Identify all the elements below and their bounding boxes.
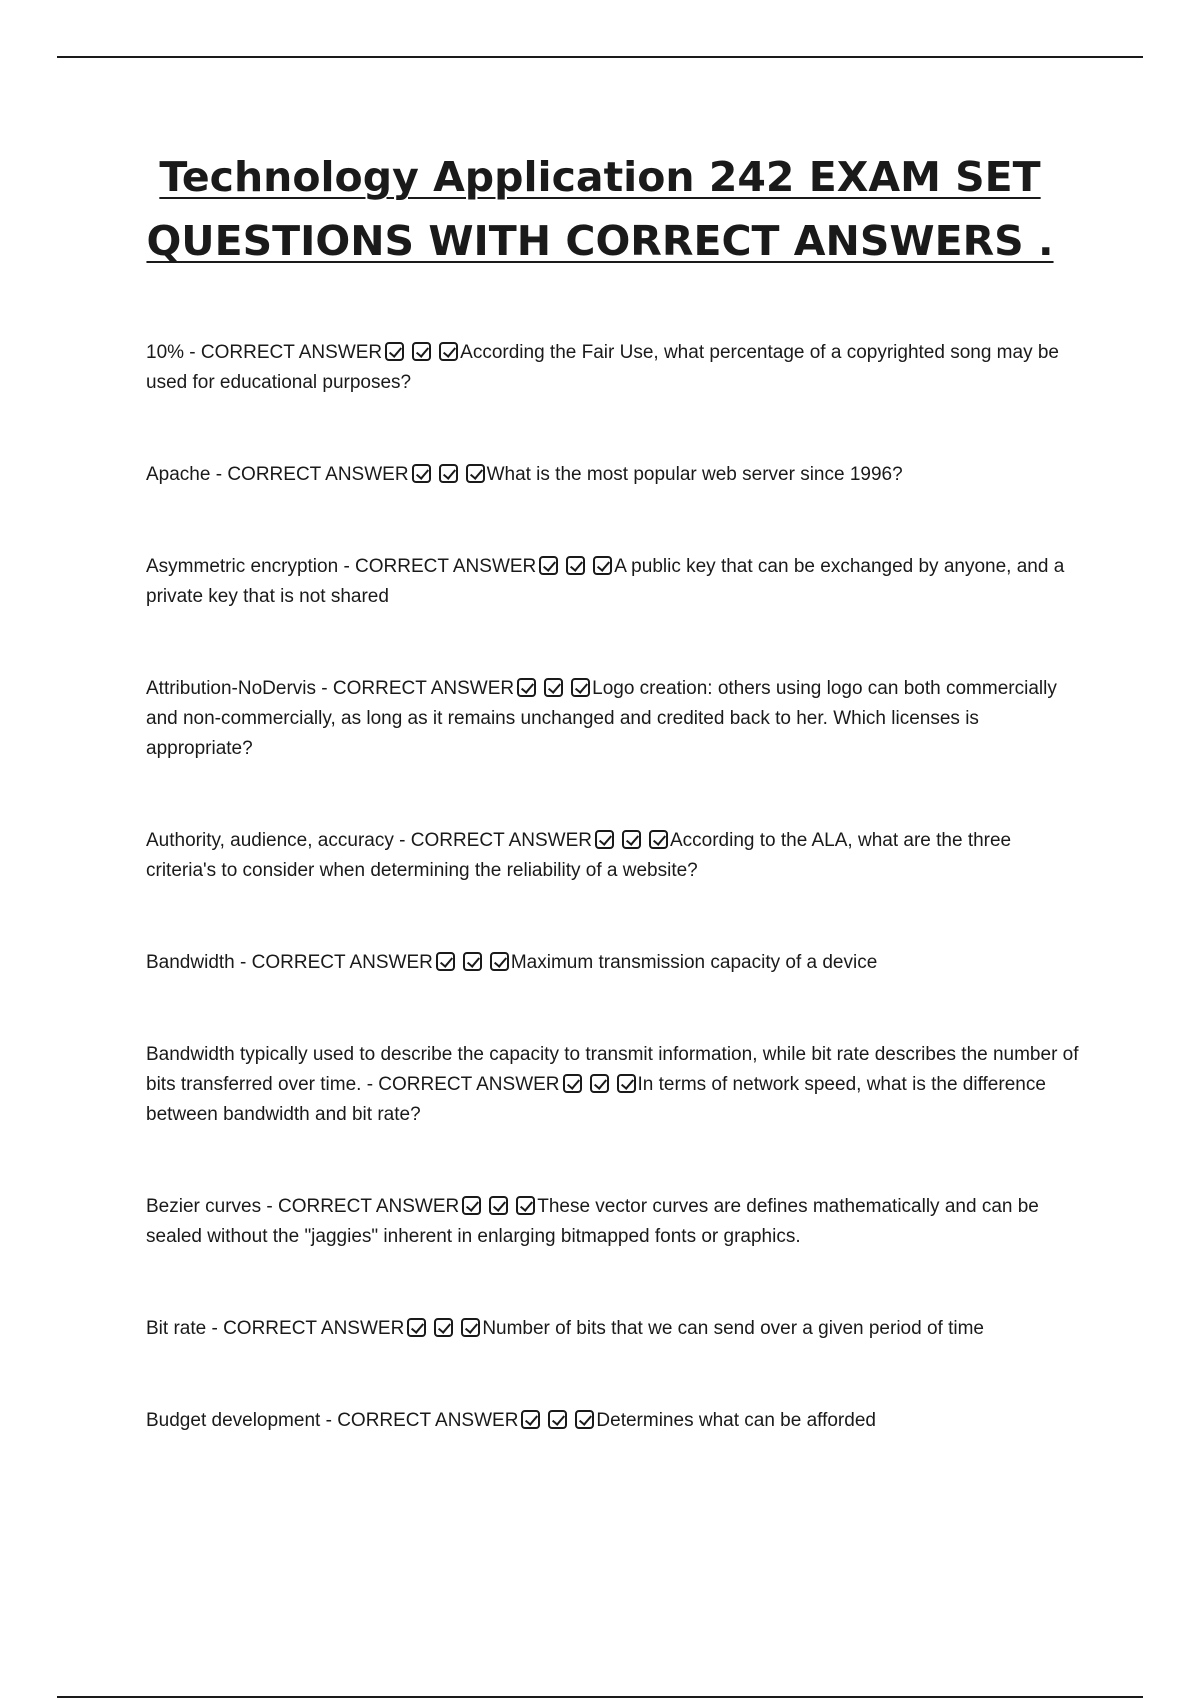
checkbox-checked-icon xyxy=(571,678,590,697)
checkbox-checked-icon xyxy=(439,342,458,361)
checkbox-checked-icon xyxy=(617,1074,636,1093)
qa-item xyxy=(146,1040,1081,1130)
qa-item xyxy=(146,552,1081,612)
checkbox-checked-icon xyxy=(595,830,614,849)
title-line-1: Technology Application 242 EXAM SET xyxy=(159,153,1041,201)
checkbox-checked-icon xyxy=(649,830,668,849)
checkbox-checked-icon xyxy=(412,342,431,361)
qa-item xyxy=(146,1314,1081,1344)
title-line-2: QUESTIONS WITH CORRECT ANSWERS . xyxy=(146,217,1054,265)
checkbox-checked-icon xyxy=(462,1196,481,1215)
qa-answer: Apache - xyxy=(146,464,228,485)
qa-item xyxy=(146,338,1081,398)
checkbox-checked-icon xyxy=(622,830,641,849)
check-group xyxy=(407,1318,482,1339)
qa-answer: Budget development - xyxy=(146,1410,338,1431)
qa-item xyxy=(146,460,1081,490)
check-group xyxy=(436,952,511,973)
qa-separator: CORRECT ANSWER xyxy=(223,1318,405,1339)
qa-separator: CORRECT ANSWER xyxy=(277,1196,460,1217)
checkbox-checked-icon xyxy=(385,342,404,361)
bottom-divider xyxy=(57,1696,1143,1698)
qa-question: Number of bits that we can send over a given period of time xyxy=(482,1318,984,1339)
checkbox-checked-icon xyxy=(521,1410,540,1429)
checkbox-checked-icon xyxy=(407,1318,426,1337)
qa-answer: Bit rate - xyxy=(146,1318,224,1339)
qa-answer: Attribution-NoDervis - xyxy=(146,678,333,699)
qa-separator: CORRECT ANSWER xyxy=(332,678,515,699)
qa-question: In terms of network speed, what is the difference between bandwidth and bit rate? xyxy=(146,1074,1046,1125)
qa-question: Determines what can be afforded xyxy=(596,1410,876,1431)
check-group xyxy=(385,342,460,363)
qa-question: What is the most popular web server since 1996? xyxy=(486,464,903,485)
checkbox-checked-icon xyxy=(575,1410,594,1429)
qa-question: According to the ALA, what are the three criteria's to consider when determining the reliability of a website? xyxy=(146,830,1012,881)
qa-item xyxy=(146,826,1081,886)
qa-question: Logo creation: others using logo can both commercially and non-commercially, as long as it remains unchanged and credited back to her. Which licenses is appropriate? xyxy=(146,678,1057,759)
checkbox-checked-icon xyxy=(548,1410,567,1429)
qa-question: Maximum transmission capacity of a device xyxy=(510,952,878,973)
top-divider xyxy=(57,56,1143,58)
qa-answer: Bandwidth - xyxy=(146,952,252,973)
qa-answer: Authority, audience, accuracy - xyxy=(146,830,411,851)
qa-item xyxy=(146,674,1081,764)
qa-separator: CORRECT ANSWER xyxy=(337,1410,519,1431)
checkbox-checked-icon xyxy=(436,952,455,971)
qa-question: A public key that can be exchanged by anyone, and a private key that is not shared xyxy=(146,556,1065,607)
qa-separator: CORRECT ANSWER xyxy=(251,952,433,973)
qa-answer: Asymmetric encryption - xyxy=(146,556,356,577)
checkbox-checked-icon xyxy=(516,1196,535,1215)
checkbox-checked-icon xyxy=(466,464,485,483)
qa-separator: CORRECT ANSWER xyxy=(200,342,383,363)
qa-separator: CORRECT ANSWER xyxy=(227,464,409,485)
qa-item xyxy=(146,948,1081,978)
qa-item xyxy=(146,1192,1081,1252)
qa-item xyxy=(146,1406,1081,1436)
qa-answer: Bandwidth typically used to describe the capacity to transmit information, while bit rate describes the number of bits transferred over time. - xyxy=(146,1044,1079,1095)
checkbox-checked-icon xyxy=(566,556,585,575)
check-group xyxy=(595,830,670,851)
qa-question: These vector curves are defines mathematically and can be sealed without the "jaggies" inherent in enlarging bitmapped fonts or graphics. xyxy=(146,1196,1039,1247)
checkbox-checked-icon xyxy=(412,464,431,483)
check-group xyxy=(563,1074,638,1095)
check-group xyxy=(521,1410,596,1431)
check-group xyxy=(412,464,487,485)
qa-answer: 10% - xyxy=(146,342,201,363)
checkbox-checked-icon xyxy=(463,952,482,971)
checkbox-checked-icon xyxy=(517,678,536,697)
page-title xyxy=(100,145,1100,273)
qa-question: According the Fair Use, what percentage of a copyrighted song may be used for educational purposes? xyxy=(146,342,1059,393)
checkbox-checked-icon xyxy=(489,1196,508,1215)
checkbox-checked-icon xyxy=(590,1074,609,1093)
check-group xyxy=(539,556,614,577)
checkbox-checked-icon xyxy=(544,678,563,697)
qa-separator: CORRECT ANSWER xyxy=(410,830,592,851)
checkbox-checked-icon xyxy=(439,464,458,483)
checkbox-checked-icon xyxy=(563,1074,582,1093)
qa-list xyxy=(146,338,1081,1498)
checkbox-checked-icon xyxy=(490,952,509,971)
check-group xyxy=(517,678,592,699)
checkbox-checked-icon xyxy=(539,556,558,575)
qa-separator: CORRECT ANSWER xyxy=(378,1074,560,1095)
checkbox-checked-icon xyxy=(461,1318,480,1337)
checkbox-checked-icon xyxy=(434,1318,453,1337)
check-group xyxy=(462,1196,537,1217)
qa-answer: Bezier curves - xyxy=(146,1196,278,1217)
qa-separator: CORRECT ANSWER xyxy=(355,556,537,577)
checkbox-checked-icon xyxy=(593,556,612,575)
